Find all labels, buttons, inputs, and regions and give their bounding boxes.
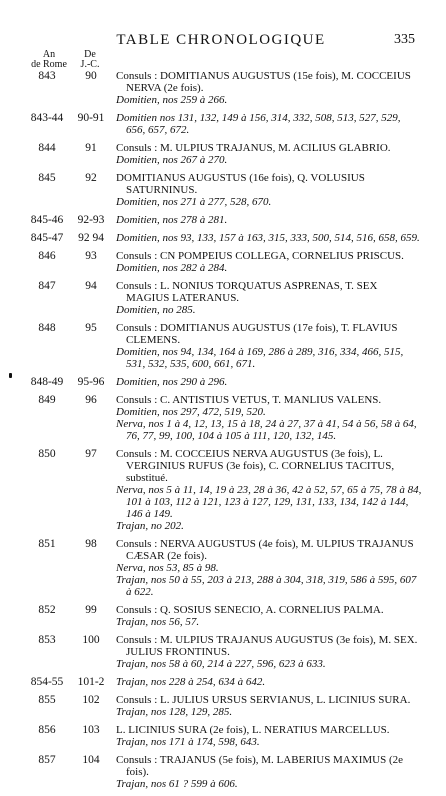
- consuls-line: Consuls : L. JULIUS URSUS SERVIANUS, L. LICINIUS SURA.: [116, 694, 411, 706]
- consuls-line: Consuls : TRAJANUS (5e fois), M. LABERIUS MAXIMUS (2e fois).: [116, 754, 404, 778]
- entry-text: [116, 448, 422, 532]
- year-an-de-rome: 848-49: [30, 376, 64, 388]
- year-de-jc: 90-91: [77, 112, 105, 124]
- reference-line: Domitien, nos 93, 133, 157 à 163, 315, 333, 500, 514, 516, 658, 659.: [116, 232, 420, 244]
- entry-text: [116, 280, 422, 316]
- year-an-de-rome: 845-46: [30, 214, 64, 226]
- chronology-entry: [0, 694, 446, 718]
- year-de-jc: 97: [85, 448, 97, 460]
- reference-line: Trajan, nos 228 à 254, 634 à 642.: [116, 676, 266, 688]
- year-de-jc: 95: [85, 322, 97, 334]
- consuls-line: Consuls : L. NONIUS TORQUATUS ASPRENAS, T. SEX MAGIUS LATERANUS.: [116, 280, 378, 304]
- chronology-entry: [0, 604, 446, 628]
- year-de-jc: 92 94: [78, 232, 104, 244]
- year-an-de-rome: 850: [38, 448, 56, 460]
- reference-line: Trajan, nos 58 à 60, 214 à 227, 596, 623 à 633.: [116, 658, 326, 670]
- chronology-entry: [0, 448, 446, 532]
- entry-gap: [0, 790, 446, 796]
- entry-text: [116, 376, 422, 388]
- year-an-de-rome: 844: [38, 142, 56, 154]
- year-an-de-rome: 845: [38, 172, 56, 184]
- consuls-line: Consuls : M. ULPIUS TRAJANUS AUGUSTUS (3e fois), M. SEX. JULIUS FRONTINUS.: [116, 634, 418, 658]
- chronology-entry: [0, 538, 446, 598]
- reference-line: Domitien, no 285.: [116, 304, 196, 316]
- entry-text: [116, 694, 422, 718]
- year-de-jc: 104: [82, 754, 100, 766]
- reference-line: Trajan, nos 61 ? 599 à 606.: [116, 778, 238, 790]
- chronology-entry: [0, 754, 446, 790]
- reference-line: Domitien, nos 259 à 266.: [116, 94, 228, 106]
- reference-line: Domitien, nos 94, 134, 164 à 169, 286 à 289, 316, 334, 466, 515, 531, 532, 535, 600, 661, 671.: [116, 346, 404, 370]
- entry-text: [116, 676, 422, 688]
- entry-text: [116, 604, 422, 628]
- chronology-entry: [0, 376, 446, 388]
- entry-text: [116, 142, 422, 166]
- reference-line: Trajan, nos 50 à 55, 203 à 213, 288 à 304, 318, 319, 586 à 595, 607 à 622.: [116, 574, 417, 598]
- reference-line: Domitien, nos 278 à 281.: [116, 214, 228, 226]
- consuls-line: Consuls : NERVA AUGUSTUS (4e fois), M. ULPIUS TRAJANUS CÆSAR (2e fois).: [116, 538, 414, 562]
- chronology-entry: [0, 172, 446, 208]
- year-an-de-rome: 848: [38, 322, 56, 334]
- reference-line: Domitien, nos 290 à 296.: [116, 376, 228, 388]
- entry-text: [116, 70, 422, 106]
- reference-line: Nerva, nos 5 à 11, 14, 19 à 23, 28 à 36, 42 à 52, 57, 65 à 75, 78 à 84, 101 à 103, 112 à 121, 123 à 127, 129, 131, 133, 134, 142 à 144, 146 à 149.: [116, 484, 422, 520]
- chronology-entry: [0, 676, 446, 688]
- year-de-jc: 98: [85, 538, 97, 550]
- year-an-de-rome: 843-44: [30, 112, 64, 124]
- chronology-entry: [0, 322, 446, 370]
- reference-line: Trajan, nos 56, 57.: [116, 616, 200, 628]
- year-an-de-rome: 855: [38, 694, 56, 706]
- year-an-de-rome: 843: [38, 70, 56, 82]
- entry-text: [116, 250, 422, 274]
- chronology-entry: [0, 280, 446, 316]
- year-de-jc: 102: [82, 694, 100, 706]
- chronology-entry: [0, 112, 446, 136]
- entry-text: [116, 394, 422, 442]
- chronology-entry: [0, 724, 446, 748]
- year-an-de-rome: 857: [38, 754, 56, 766]
- year-de-jc: 92: [85, 172, 97, 184]
- page-header: [0, 32, 446, 50]
- year-an-de-rome: 849: [38, 394, 56, 406]
- reference-line: Nerva, nos 1 à 4, 12, 13, 15 à 18, 24 à 27, 37 à 41, 54 à 56, 58 à 64, 76, 77, 99, 100, 104 à 105 à 111, 120, 132, 145.: [116, 418, 417, 442]
- column-header-de-jc: De J.-C.: [80, 49, 100, 70]
- chronology-entry: [0, 232, 446, 244]
- year-de-jc: 99: [85, 604, 97, 616]
- reference-line: Nerva, nos 53, 85 à 98.: [116, 562, 219, 574]
- chronology-entry: [0, 70, 446, 106]
- year-de-jc: 91: [85, 142, 97, 154]
- year-de-jc: 92-93: [77, 214, 105, 226]
- entry-text: [116, 538, 422, 598]
- entry-text: [116, 754, 422, 790]
- year-an-de-rome: 854-55: [30, 676, 64, 688]
- year-an-de-rome: 845-47: [30, 232, 64, 244]
- page-number: 335: [394, 32, 415, 47]
- year-de-jc: 100: [82, 634, 100, 646]
- entry-text: [116, 724, 422, 748]
- reference-line: Trajan, nos 128, 129, 285.: [116, 706, 233, 718]
- entry-text: [116, 214, 422, 226]
- reference-line: Domitien, nos 282 à 284.: [116, 262, 228, 274]
- chronology-entry: [0, 250, 446, 274]
- consuls-line: Consuls : M. ULPIUS TRAJANUS, M. ACILIUS GLABRIO.: [116, 142, 391, 154]
- year-de-jc: 101-2: [77, 676, 105, 688]
- chronology-entry: [0, 142, 446, 166]
- entry-text: [116, 112, 422, 136]
- chronology-entry: [0, 214, 446, 226]
- year-an-de-rome: 847: [38, 280, 56, 292]
- consuls-line: Consuls : DOMITIANUS AUGUSTUS (15e fois), M. COCCEIUS NERVA (2e fois).: [116, 70, 411, 94]
- consuls-line: Consuls : Q. SOSIUS SENECIO, A. CORNELIUS PALMA.: [116, 604, 384, 616]
- page-title: TABLE CHRONOLOGIQUE: [116, 32, 326, 48]
- year-an-de-rome: 852: [38, 604, 56, 616]
- reference-line: Domitien, nos 267 à 270.: [116, 154, 228, 166]
- reference-line: Trajan, no 202.: [116, 520, 184, 532]
- chronology-entry: [0, 634, 446, 670]
- column-header-an-de-rome: An de Rome: [31, 49, 67, 70]
- year-de-jc: 95-96: [77, 376, 105, 388]
- reference-line: Trajan, nos 171 à 174, 598, 643.: [116, 736, 260, 748]
- reference-line: Domitien, nos 297, 472, 519, 520.: [116, 406, 266, 418]
- entry-text: [116, 232, 422, 244]
- reference-line: Domitien nos 131, 132, 149 à 156, 314, 332, 508, 513, 527, 529, 656, 657, 672.: [116, 112, 401, 136]
- year-an-de-rome: 856: [38, 724, 56, 736]
- year-an-de-rome: 846: [38, 250, 56, 262]
- year-de-jc: 103: [82, 724, 100, 736]
- year-an-de-rome: 851: [38, 538, 56, 550]
- consuls-line: L. LICINIUS SURA (2e fois), L. NERATIUS MARCELLUS.: [116, 724, 390, 736]
- reference-line: Domitien, nos 271 à 277, 528, 670.: [116, 196, 272, 208]
- consuls-line: Consuls : CN POMPEIUS COLLEGA, CORNELIUS PRISCUS.: [116, 250, 404, 262]
- entry-text: [116, 634, 422, 670]
- consuls-line: DOMITIANUS AUGUSTUS (16e fois), Q. VOLUSIUS SATURNINUS.: [116, 172, 365, 196]
- chronology-list: [0, 70, 446, 796]
- year-de-jc: 96: [85, 394, 97, 406]
- entry-text: [116, 322, 422, 370]
- year-an-de-rome: 853: [38, 634, 56, 646]
- consuls-line: Consuls : DOMITIANUS AUGUSTUS (17e fois), T. FLAVIUS CLEMENS.: [116, 322, 398, 346]
- year-de-jc: 94: [85, 280, 97, 292]
- consuls-line: Consuls : C. ANTISTIUS VETUS, T. MANLIUS VALENS.: [116, 394, 382, 406]
- consuls-line: Consuls : M. COCCEIUS NERVA AUGUSTUS (3e fois), L. VERGINIUS RUFUS (3e fois), C. CORNELIUS TACITUS, substitué.: [116, 448, 395, 484]
- year-de-jc: 90: [85, 70, 97, 82]
- entry-text: [116, 172, 422, 208]
- chronology-entry: [0, 394, 446, 442]
- year-de-jc: 93: [85, 250, 97, 262]
